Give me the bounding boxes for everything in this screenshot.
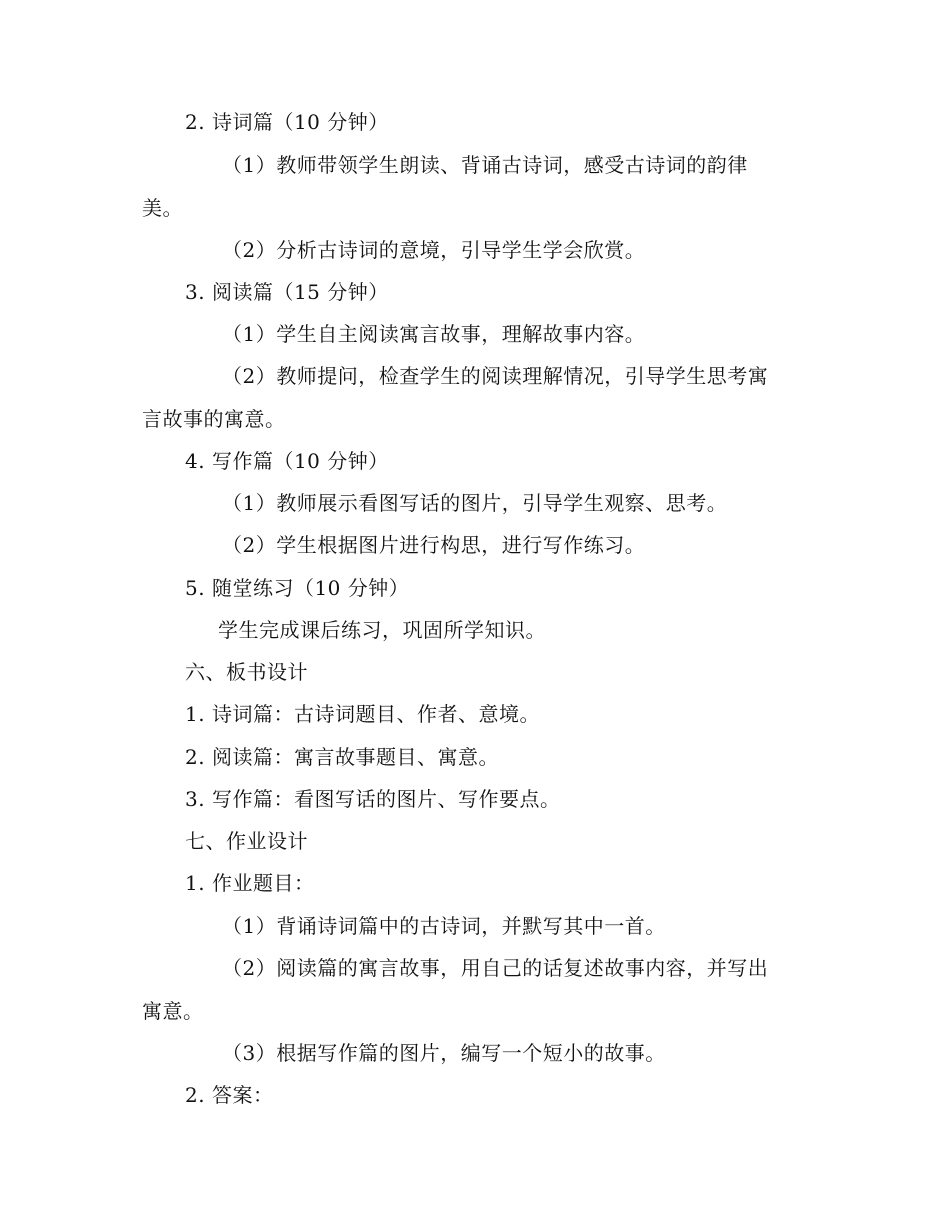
text-line: 3. 写作篇：看图写话的图片、写作要点。: [185, 787, 561, 811]
text-line: （1）教师展示看图写话的图片，引导学生观察、思考。: [222, 491, 728, 515]
text-line: （1）学生自主阅读寓言故事，理解故事内容。: [222, 322, 646, 346]
text-line: 5. 随堂练习（10 分钟）: [185, 576, 410, 600]
text-line: 3. 阅读篇（15 分钟）: [185, 280, 389, 304]
text-line: 言故事的寓意。: [142, 407, 286, 431]
text-line: （2）阅读篇的寓言故事，用自己的话复述故事内容，并写出: [222, 956, 769, 980]
text-line: 学生完成课后练习，巩固所学知识。: [218, 618, 546, 642]
text-line: 寓意。: [142, 999, 204, 1023]
text-line: （1）背诵诗词篇中的古诗词，并默写其中一首。: [222, 914, 666, 938]
text-line: （3）根据写作篇的图片，编写一个短小的故事。: [222, 1041, 666, 1065]
text-line: （2）学生根据图片进行构思，进行写作练习。: [222, 533, 646, 557]
text-line: （2）分析古诗词的意境，引导学生学会欣赏。: [222, 238, 646, 262]
text-line: 2. 诗词篇（10 分钟）: [185, 110, 389, 134]
text-line: （2）教师提问，检查学生的阅读理解情况，引导学生思考寓: [222, 364, 769, 388]
text-line: 1. 诗词篇：古诗词题目、作者、意境。: [185, 702, 540, 726]
text-line: 美。: [142, 196, 183, 220]
text-line: 2. 答案：: [185, 1083, 274, 1107]
text-line: （1）教师带领学生朗读、背诵古诗词，感受古诗词的韵律: [222, 153, 748, 177]
section-heading: 六、板书设计: [185, 660, 308, 684]
section-heading: 七、作业设计: [185, 829, 308, 853]
text-line: 2. 阅读篇：寓言故事题目、寓意。: [185, 745, 499, 769]
text-line: 4. 写作篇（10 分钟）: [185, 449, 389, 473]
text-line: 1. 作业题目：: [185, 871, 315, 895]
